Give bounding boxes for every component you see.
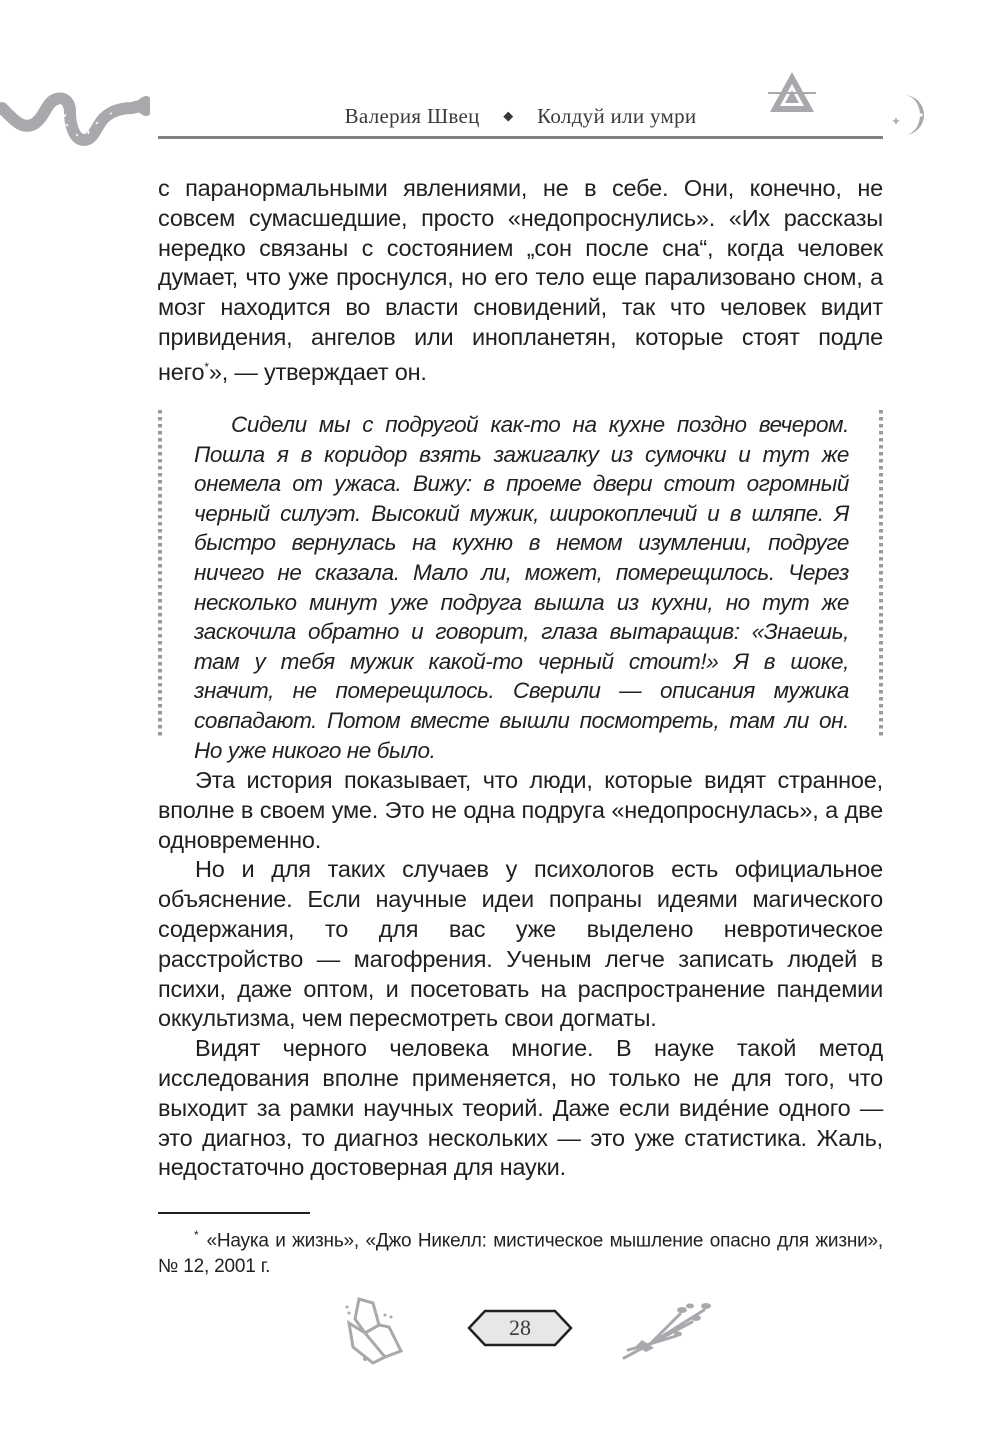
diamond-separator-icon: ◆ [503,108,514,123]
footnote-reference[interactable]: * [204,359,209,374]
paragraph-text: с паранормальными явлениями, не в себе. Они, конечно, не совсем сумасшедшие, просто «недопроснулись». «Их рассказы нередко связаны с состоянием „сон после сна“, когда человек думает, что уже проснулся, но его тело еще парализовано сном, а мозг находится во власти сновидений, так что человек видит привидения, ангелов или инопланетян, которые стоят подле него [158,175,883,385]
body-paragraphs [158,766,883,1183]
footnote-text: «Наука и жизнь», «Джо Никелл: мистическое мышление опасно для жизни», № 12, 2001 г. [158,1230,883,1278]
quote-text [194,410,849,765]
body-paragraph-4: Видят черного человека многие. В науке такой метод исследования вполне применяется, но только не для того, что выходит за рамки научных теорий. Даже если виде́ние одного — это диагноз, то диагноз нескольких — это уже статистика. Жаль, недостаточно достоверная для науки. [158,1035,883,1181]
page-number: 28 [509,1315,531,1340]
herb-bundle-icon [620,1300,712,1364]
quote-paragraph: Сидели мы с подругой как-то на кухне поздно вечером. Пошла я в коридор взять зажигалку из сумочки и тут же онемела от ужаса. Вижу: в проеме двери стоит огромный черный силуэт. Высокий мужик, широкоплечий и в шляпе. Я быстро вернулась на кухню в немом изумлении, подруге ничего не сказала. Мало ли, может, померещилось. Через несколько минут уже подруга вышла из кухни, но тут же заскочила обратно и говорит, глаза вытаращив: «Знаешь, там у тебя мужик какой-то черный стоит!» Я в шоке, значит, не померещилось. Сверили — описания мужика совпадают. Потом вместе вышли посмотреть, там ли он. Но уже никого не было. [194,412,849,763]
author-name: Валерия Швец [344,104,480,128]
body-paragraph-2: Эта история показывает, что люди, которые видят странное, вполне в своем уме. Это не одна подруга «недопроснулась», а две одновременно. [158,767,883,853]
book-title: Колдуй или умри [537,104,697,128]
body-paragraph-3: Но и для таких случаев у психологов есть официальное объяснение. Если научные идеи попраны идеями магического содержания, то для вас уже выделено невротическое расстройство — магофрения. Ученым легче записать людей в психи, даже оптом, и посетовать на распространение пандемии оккультизма, чем пересмотреть свои догматы. [158,856,883,1032]
crystal-icon [345,1293,405,1365]
page-number-badge [467,1309,573,1347]
footnote-rule [158,1212,310,1214]
dotted-border-left [158,410,162,736]
dotted-border-right [879,410,883,736]
paragraph-text-end: », — утверждает он. [208,358,427,385]
footnote-marker: * [194,1228,199,1242]
snake-icon [0,90,150,150]
moon-star-icon [890,93,930,137]
body-paragraph-1 [158,174,883,387]
triangle-symbol-icon [768,70,816,114]
quote-block [158,410,883,763]
footnote [158,1222,883,1280]
header-rule [158,136,883,139]
